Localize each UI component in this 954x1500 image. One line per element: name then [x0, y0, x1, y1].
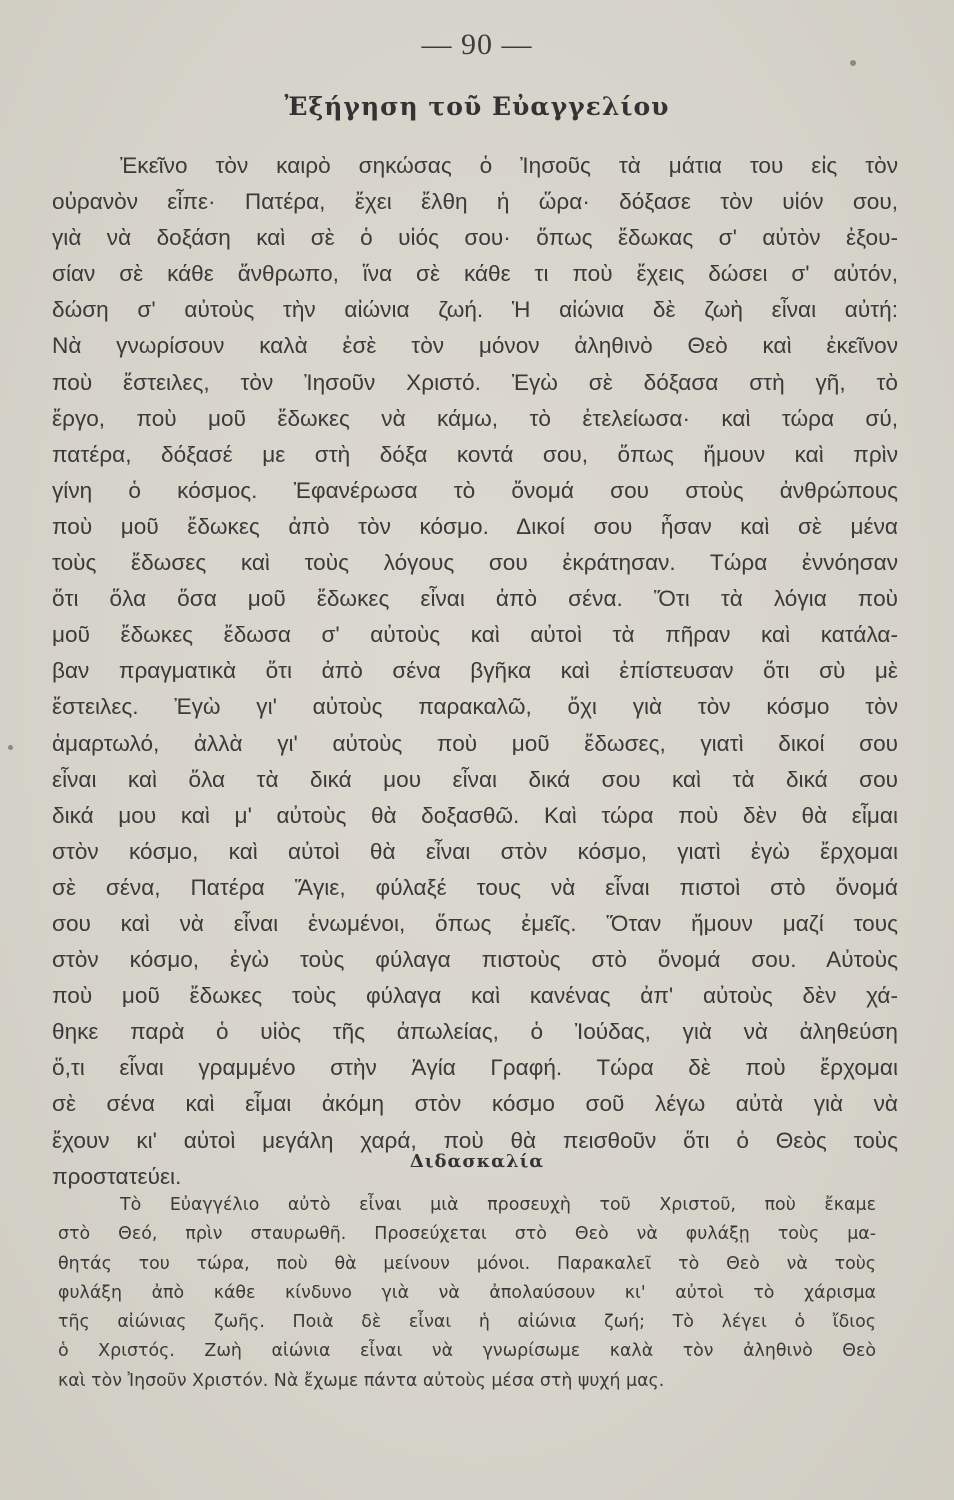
text-line: ἔστειλες. Ἐγὼ γι' αὐτοὺς παρακαλῶ, ὄχι γιὰ τὸν κόσμο τὸν — [52, 694, 898, 720]
text-line: ποὺ μοῦ ἔδωκες τοὺς φύλαγα καὶ κανένας ἀπ' αὐτοὺς δὲν χά- — [52, 983, 898, 1009]
text-line: σὲ σένα καὶ εἶμαι ἀκόμη στὸν κόσμο σοῦ λέγω αὐτὰ γιὰ νὰ — [52, 1091, 898, 1117]
text-line: γίνη ὁ κόσμος. Ἐφανέρωσα τὸ ὄνομά σου στοὺς ἀνθρώπους — [52, 477, 898, 503]
ink-speck — [8, 745, 13, 750]
teaching-heading: Διδασκαλία — [409, 1151, 545, 1172]
text-line: θηκε παρὰ ὁ υἱὸς τῆς ἀπωλείας, ὁ Ἰούδας, γιὰ νὰ ἀληθεύση — [52, 1019, 898, 1045]
text-line: ὅτι ὅλα ὅσα μοῦ ἔδωκες εἶναι ἀπὸ σένα. Ὅτι τὰ λόγια ποὺ — [52, 586, 898, 612]
text-line: θητάς του τώρα, ποὺ θὰ μείνουν μόνοι. Παρακαλεῖ τὸ Θεὸ νὰ τοὺς — [58, 1253, 876, 1274]
text-line: καὶ τὸν Ἰησοῦν Χριστόν. Νὰ ἔχωμε πάντα αὐτοὺς μέσα στὴ ψυχή μας. — [58, 1370, 665, 1391]
text-line: βαν πραγματικὰ ὅτι ἀπὸ σένα βγῆκα καὶ ἐπίστευσαν ὅτι σὺ μὲ — [52, 658, 898, 684]
text-line: ἔχουν κι' αὐτοὶ μεγάλη χαρά, ποὺ θὰ πεισθοῦν ὅτι ὁ Θεὸς τοὺς — [52, 1127, 898, 1153]
text-line: δώση σ' αὐτοὺς τὴν αἰώνια ζωή. Ἡ αἰώνια δὲ ζωὴ εἶναι αὐτή: — [52, 297, 898, 323]
text-line: ὅ,τι εἶναι γραμμένο στὴν Ἁγία Γραφή. Τώρα δὲ ποὺ ἔρχομαι — [52, 1055, 898, 1081]
text-line: προστατεύει. — [52, 1163, 182, 1189]
text-line: ἔργο, ποὺ μοῦ ἔδωκες νὰ κάμω, τὸ ἐτελείωσα· καὶ τώρα σύ, — [52, 405, 898, 431]
gospel-text — [52, 148, 898, 1195]
text-line: οὐρανὸν εἶπε· Πατέρα, ἔχει ἔλθη ἡ ὥρα· δόξασε τὸν υἱόν σου, — [52, 189, 898, 215]
page-number: — 90 — — [421, 28, 533, 61]
text-line: τῆς αἰώνιας ζωῆς. Ποιὰ δὲ εἶναι ἡ αἰώνια ζωή; Τὸ λέγει ὁ ἴδιος — [58, 1312, 876, 1333]
text-line: Νὰ γνωρίσουν καλὰ ἐσὲ τὸν μόνον ἀληθινὸ Θεὸ καὶ ἐκεῖνον — [52, 333, 898, 359]
text-line: ὁ Χριστός. Ζωὴ αἰώνια εἶναι νὰ γνωρίσωμε καλὰ τὸν ἀληθινὸ Θεὸ — [58, 1341, 876, 1362]
text-line: στὸ Θεό, πρὶν σταυρωθῆ. Προσεύχεται στὸ Θεὸ νὰ φυλάξῃ τοὺς μα- — [58, 1224, 876, 1245]
text-line: φυλάξη ἀπὸ κάθε κίνδυνο γιὰ νὰ ἀπολαύσουν κι' αὐτοὶ τὸ χάρισμα — [58, 1282, 876, 1303]
text-line: Ἐκεῖνο τὸν καιρὸ σηκώσας ὁ Ἰησοῦς τὰ μάτια του εἰς τὸν — [120, 153, 898, 178]
text-line: ποὺ μοῦ ἔδωκες ἀπὸ τὸν κόσμο. Δικοί σου ἦσαν καὶ σὲ μένα — [52, 513, 898, 539]
text-line: δικά μου καὶ μ' αὐτοὺς θὰ δοξασθῶ. Καὶ τώρα ποὺ δὲν θὰ εἶμαι — [52, 802, 898, 828]
text-line: ποὺ ἔστειλες, τὸν Ἰησοῦν Χριστό. Ἐγὼ σὲ δόξασα στὴ γῆ, τὸ — [52, 369, 898, 395]
text-line: γιὰ νὰ δοξάση καὶ σὲ ὁ υἱός σου· ὅπως ἔδωκας σ' αὐτὸν ἐξου- — [52, 225, 898, 251]
text-line: στὸν κόσμο, καὶ αὐτοὶ θὰ εἶναι στὸν κόσμο, γιατὶ ἐγὼ ἔρχομαι — [52, 838, 898, 864]
text-line: ἁμαρτωλό, ἀλλὰ γι' αὐτοὺς ποὺ μοῦ ἔδωσες, γιατὶ δικοί σου — [52, 730, 898, 756]
text-line: πατέρα, δόξασέ με στὴ δόξα κοντά σου, ὅπως ἤμουν καὶ πρὶν — [52, 441, 898, 467]
teaching-text — [58, 1191, 876, 1396]
text-line: Τὸ Εὐαγγέλιο αὐτὸ εἶναι μιὰ προσευχὴ τοῦ Χριστοῦ, ποὺ ἔκαμε — [120, 1195, 876, 1215]
text-line: σου καὶ νὰ εἶναι ἑνωμένοι, ὅπως ἐμεῖς. Ὅταν ἤμουν μαζί τους — [52, 910, 898, 936]
section-title: Ἐξήγηση τοῦ Εὐαγγελίου — [284, 92, 670, 121]
text-line: εἶναι καὶ ὅλα τὰ δικά μου εἶναι δικά σου καὶ τὰ δικά σου — [52, 766, 898, 792]
text-line: τοὺς ἔδωσες καὶ τοὺς λόγους σου ἐκράτησαν. Τώρα ἐννόησαν — [52, 550, 898, 576]
text-line: στὸν κόσμο, ἐγὼ τοὺς φύλαγα πιστοὺς στὸ ὄνομά σου. Αὐτοὺς — [52, 947, 898, 973]
text-line: σὲ σένα, Πατέρα Ἅγιε, φύλαξέ τους νὰ εἶναι πιστοὶ στὸ ὄνομά — [52, 874, 898, 900]
text-line: μοῦ ἔδωκες ἔδωσα σ' αὐτοὺς καὶ αὐτοὶ τὰ πῆραν καὶ κατάλα- — [52, 622, 898, 648]
text-line: σίαν σὲ κάθε ἄνθρωπο, ἵνα σὲ κάθε τι ποὺ ἔχεις δώσει σ' αὐτόν, — [52, 261, 898, 287]
